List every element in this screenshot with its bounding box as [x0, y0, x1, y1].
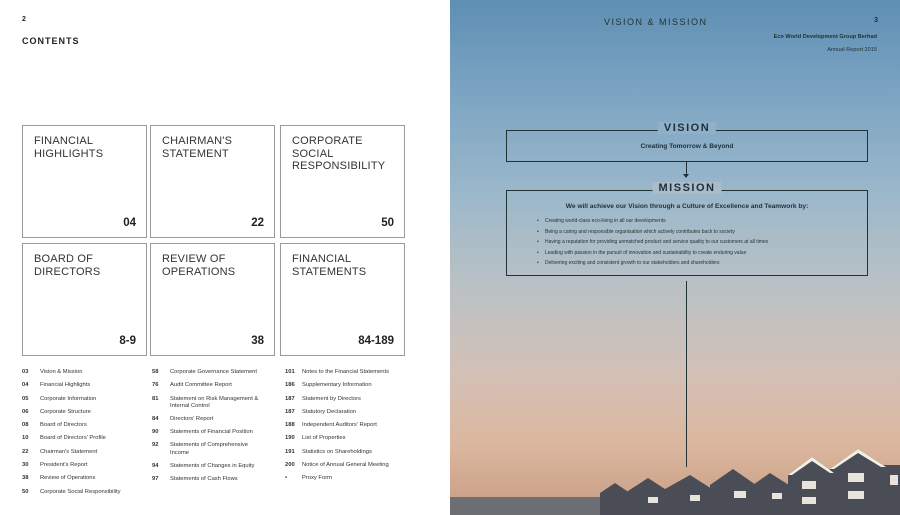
toc-entry[interactable] — [22, 449, 147, 462]
toc-page-number: 97 — [152, 476, 159, 483]
toc-title: Statutory Declaration — [302, 408, 357, 415]
page-number-left: 2 — [22, 16, 26, 23]
mission-item-text: Delivering exciting and consistent growth to our stakeholders and shareholders — [545, 260, 720, 266]
toc-page-number: 190 — [285, 435, 295, 442]
bullet-icon: • — [537, 218, 539, 224]
tile-title: FINANCIAL HIGHLIGHTS — [34, 135, 104, 160]
toc-entry[interactable] — [152, 476, 274, 489]
toc-title: Statistics on Shareholdings — [302, 448, 372, 455]
tile-chairmans-statement[interactable] — [150, 125, 275, 238]
toc-page-number: 84 — [152, 415, 159, 422]
vision-box — [506, 122, 868, 162]
mission-item — [537, 237, 857, 248]
report-title: Annual Report 2015 — [827, 47, 877, 53]
tile-page-number: 04 — [123, 217, 136, 229]
mission-heading: MISSION — [653, 182, 722, 194]
toc-title: Notes to the Financial Statements — [302, 369, 389, 375]
toc-title: Review of Operations — [40, 475, 96, 482]
toc-title: President's Report — [40, 462, 88, 469]
toc-entry[interactable] — [22, 462, 147, 475]
toc-entry[interactable] — [22, 409, 147, 422]
toc-title: Financial Highlights — [40, 382, 91, 389]
toc-page-number: 38 — [22, 475, 29, 482]
toc-page-number: 187 — [285, 408, 295, 415]
toc-entry[interactable] — [285, 422, 410, 435]
tile-financial-statements[interactable] — [280, 243, 405, 356]
toc-page-number: 22 — [22, 448, 29, 455]
toc-page-number: • — [285, 475, 288, 482]
tile-review-of-operations[interactable] — [150, 243, 275, 356]
toc-title: Board of Directors — [40, 422, 87, 429]
bullet-icon: • — [537, 260, 539, 266]
toc-page-number: 04 — [22, 382, 29, 389]
toc-page-number: 76 — [152, 382, 159, 389]
toc-title: Corporate Governance Statement — [170, 369, 258, 375]
mission-box — [506, 182, 868, 276]
company-name: Eco World Development Group Berhad — [773, 34, 877, 40]
toc-title: Statements of Changes in Equity — [170, 462, 255, 469]
toc-title: Corporate Information — [40, 395, 97, 402]
mission-list — [537, 216, 857, 269]
toc-entry[interactable] — [285, 462, 410, 475]
vertical-connector-line — [686, 281, 687, 467]
houses-silhouette-image — [450, 445, 900, 515]
toc-entry[interactable] — [22, 369, 147, 382]
vision-heading: VISION — [658, 122, 716, 134]
tile-page-number: 84-189 — [358, 335, 394, 347]
mission-item — [537, 258, 857, 269]
toc-entry[interactable] — [22, 422, 147, 435]
toc-page-number: 30 — [22, 462, 29, 469]
toc-title: Vision & Mission — [40, 369, 83, 375]
toc-title: Board of Directors' Profile — [40, 435, 106, 442]
tile-title: FINANCIAL STATEMENTS — [292, 253, 367, 278]
tile-board-of-directors[interactable] — [22, 243, 147, 356]
toc-page-number: 08 — [22, 422, 29, 429]
toc-title: Statements of Financial Position — [170, 429, 253, 436]
toc-page-number: 50 — [22, 488, 29, 495]
toc-entry[interactable] — [22, 396, 147, 409]
toc-page-number: 191 — [285, 448, 295, 455]
toc-page-number: 101 — [285, 369, 295, 375]
mission-item — [537, 248, 857, 259]
toc-entry[interactable] — [152, 463, 274, 476]
toc-entry[interactable] — [152, 429, 274, 442]
tile-financial-highlights[interactable] — [22, 125, 147, 238]
toc-title: Supplementary Information — [302, 382, 372, 389]
mission-item-text: Creating world-class eco-living in all our developments — [545, 218, 666, 224]
toc-title: Independent Auditors' Report — [302, 422, 377, 429]
bullet-icon: • — [537, 228, 539, 235]
toc-entry[interactable] — [22, 435, 147, 448]
page-number-right: 3 — [874, 17, 878, 24]
page-header: VISION & MISSION — [604, 17, 708, 27]
toc-entry[interactable] — [152, 396, 274, 416]
arrow-down-icon — [683, 174, 689, 178]
toc-page-number: 10 — [22, 435, 29, 442]
toc-entry[interactable] — [22, 489, 147, 502]
toc-column-2 — [152, 369, 274, 489]
toc-title: Corporate Structure — [40, 408, 91, 415]
toc-page-number: 05 — [22, 395, 29, 402]
toc-entry[interactable] — [285, 435, 410, 448]
toc-entry[interactable] — [285, 449, 410, 462]
toc-page-number: 94 — [152, 462, 159, 469]
toc-page-number: 03 — [22, 369, 29, 375]
tile-title: REVIEW OF OPERATIONS — [162, 253, 236, 278]
mission-item — [537, 227, 857, 238]
toc-title: Statements of Comprehensive Income — [170, 442, 248, 456]
tile-corporate-social-responsibility[interactable] — [280, 125, 405, 238]
toc-title: Audit Committee Report — [170, 382, 232, 389]
toc-title: Corporate Social Responsibility — [40, 488, 121, 495]
toc-title: Notice of Annual General Meeting — [302, 462, 389, 469]
contents-heading: CONTENTS — [22, 36, 80, 46]
toc-column-3 — [285, 369, 410, 489]
bullet-icon: • — [537, 249, 539, 256]
toc-entry[interactable] — [22, 475, 147, 488]
toc-page-number: 188 — [285, 422, 295, 429]
vision-statement: Creating Tomorrow & Beyond — [640, 143, 734, 150]
tile-page-number: 22 — [251, 217, 264, 229]
toc-entry[interactable] — [285, 475, 410, 488]
toc-title: Proxy Form — [302, 475, 332, 482]
toc-entry[interactable] — [285, 409, 410, 422]
toc-page-number: 92 — [152, 442, 159, 449]
toc-entry[interactable] — [285, 382, 410, 395]
toc-page-number: 58 — [152, 369, 159, 375]
toc-title: Statement by Directors — [302, 395, 361, 402]
mission-intro: We will achieve our Vision through a Culture of Excellence and Teamwork by: — [565, 203, 809, 210]
toc-page-number: 186 — [285, 382, 295, 389]
mission-item-text: Having a reputation for providing unmatched product and service quality to our customers at all times — [545, 239, 769, 245]
mission-item — [537, 216, 857, 227]
toc-entry[interactable] — [152, 416, 274, 429]
toc-title: Statement on Risk Management & Internal Control — [170, 395, 259, 409]
toc-entry[interactable] — [152, 382, 274, 395]
toc-title: List of Properties — [302, 435, 346, 442]
toc-entry[interactable] — [285, 369, 410, 382]
tile-title: CORPORATE SOCIAL RESPONSIBILITY — [292, 135, 386, 172]
mission-item-text: Being a caring and responsible organisation which actively contributes back to society — [545, 228, 735, 235]
toc-title: Directors' Report — [170, 415, 214, 422]
toc-entry[interactable] — [22, 382, 147, 395]
tile-page-number: 8-9 — [119, 335, 136, 347]
toc-title: Statements of Cash Flows — [170, 476, 238, 483]
toc-entry[interactable] — [152, 369, 274, 382]
toc-page-number: 90 — [152, 429, 159, 436]
toc-page-number: 81 — [152, 395, 159, 402]
toc-page-number: 06 — [22, 408, 29, 415]
tile-page-number: 50 — [381, 217, 394, 229]
toc-page-number: 187 — [285, 395, 295, 402]
bullet-icon: • — [537, 239, 539, 245]
toc-page-number: 200 — [285, 462, 295, 469]
tile-page-number: 38 — [251, 335, 264, 347]
toc-entry[interactable] — [285, 396, 410, 409]
toc-title: Chairman's Statement — [40, 448, 98, 455]
vision-mission-page — [450, 0, 900, 515]
toc-entry[interactable] — [152, 442, 274, 462]
toc-column-1 — [22, 369, 147, 502]
tile-title: BOARD OF DIRECTORS — [34, 253, 101, 278]
tile-title: CHAIRMAN'S STATEMENT — [162, 135, 233, 160]
mission-item-text: Leading with passion in the pursuit of innovation and sustainability to create enduring value — [545, 249, 747, 256]
